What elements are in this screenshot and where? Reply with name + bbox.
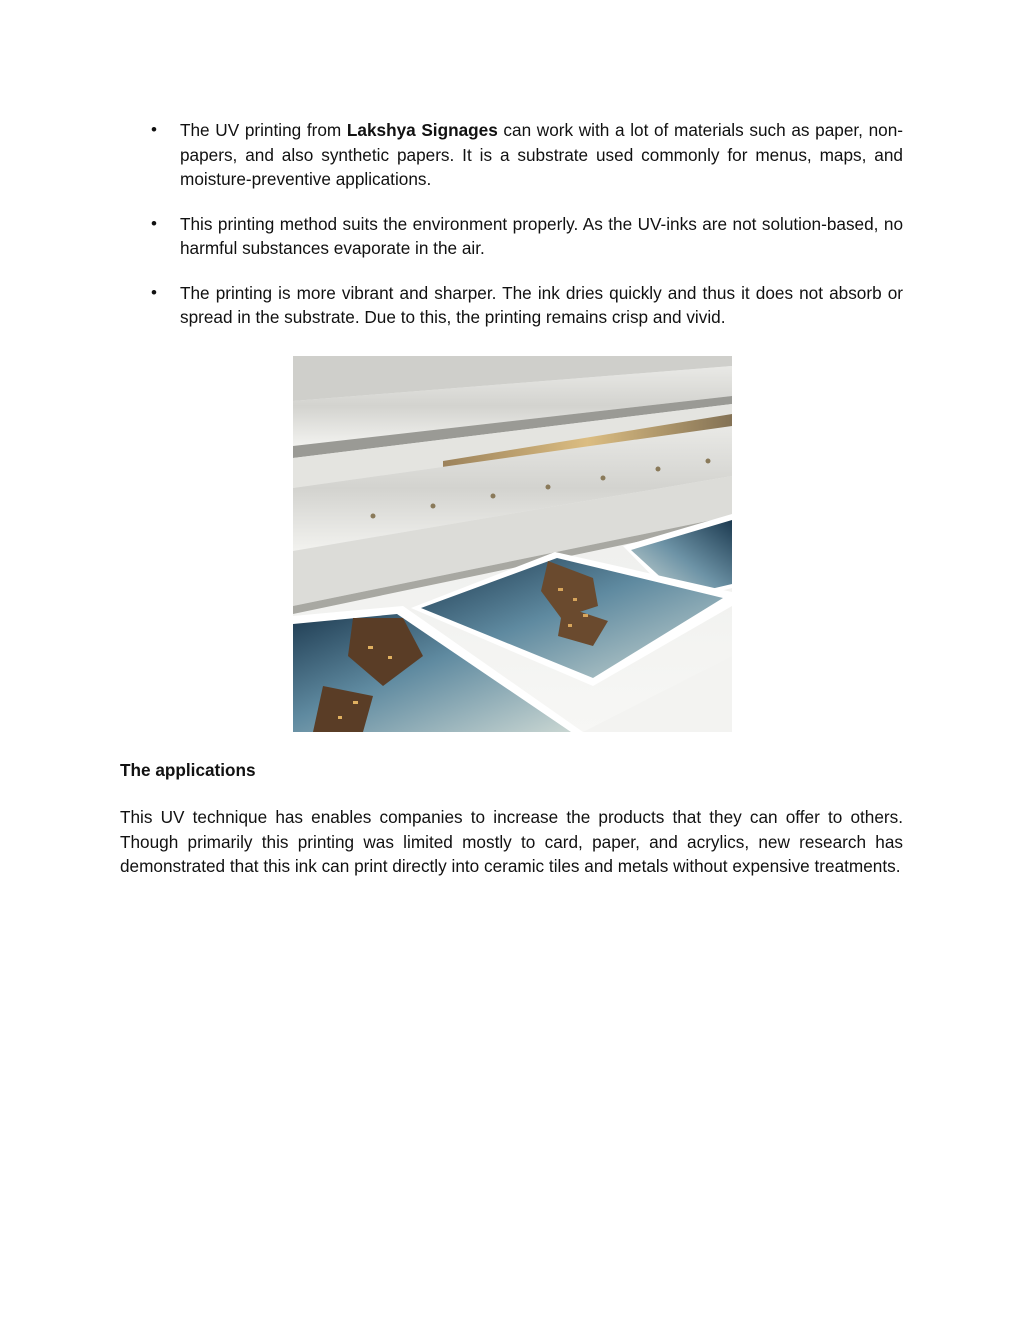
bullet-item [120,212,903,261]
bullet-text: This printing method suits the environment properly. As the UV-inks are not solution-based, no harmful substances evaporate in the air. [180,213,903,258]
bullet-icon: • [151,282,157,302]
bullet-text: The printing is more vibrant and sharper. The ink dries quickly and thus it does not absorb or spread in the substrate. Due to this, the printing remains crisp and vivid. [180,282,903,327]
brand-name: Lakshya Signages [346,120,498,140]
bullet-icon: • [151,213,157,233]
body-paragraph: This UV technique has enables companies to increase the products that they can offer to others. Though primarily this printing was limited mostly to card, paper, and acrylics, new research has demonstrated that this ink can print directly into ceramic tiles and metals without expensive treatments. [120,807,903,876]
bullet-text: The UV printing from Lakshya Signages can work with a lot of materials such as paper, non-papers, and also synthetic papers. It is a substrate used commonly for menus, maps, and moisture-preventive applications. [180,120,904,189]
bullet-list [120,118,903,330]
bullet-item [120,281,903,330]
uv-printer-photo [293,356,732,732]
document-page [120,118,904,876]
bullet-item [120,118,903,192]
section-heading: The applications [120,760,256,780]
bullet-icon: • [151,120,157,139]
